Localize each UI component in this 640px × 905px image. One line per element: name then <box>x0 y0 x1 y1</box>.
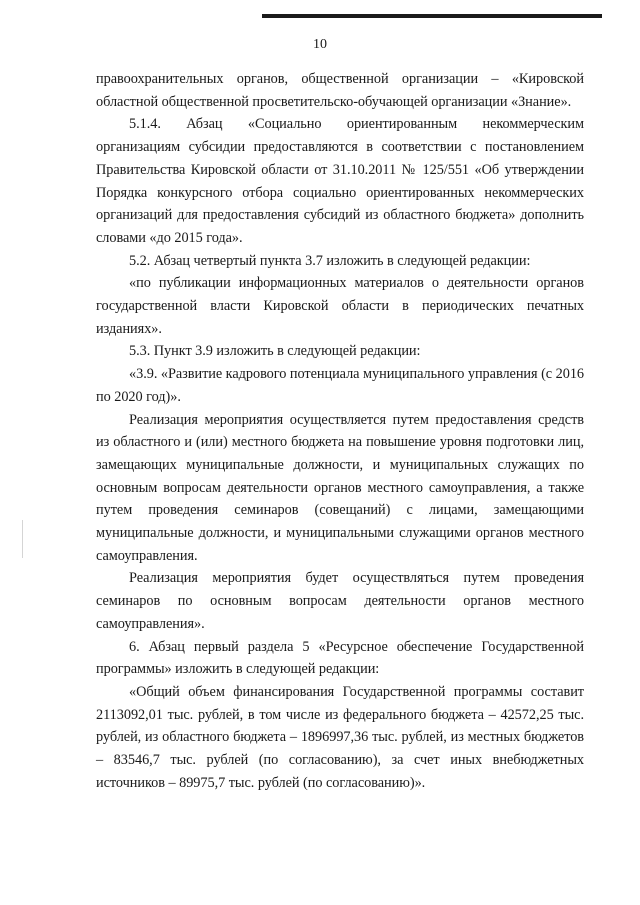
quote-financing: «Общий объем финансирования Государственной программы составит 2113092,01 тыс. рублей, в том числе из федерального бюджета – 42572,25 тыс. рублей, из областного бюджета – 1896997,36 тыс. рублей, из местных бюджетов – 83546,7 тыс. рублей (по согласованию), за счет иных внебюджетных источников – 89975,7 тыс. рублей (по согласованию)». <box>96 683 584 791</box>
page-number: 10 <box>313 37 327 52</box>
paragraph-5-1-4: 5.1.4. Абзац «Социально ориентированным некоммерческим организациям субсидии предоставляются в соответствии с постановлением Правительства Кировской области от 31.10.2011 № 125/551 «Об утверждении Порядка конкурсного отбора социально ориентированных некоммерческих организаций для предоставления субсидий из областного бюджета» дополнить словами «до 2015 года». <box>96 116 584 246</box>
paragraph-continuation: правоохранительных органов, общественной организации – «Кировской областной общественной просветительско-обучающей организации «Знание». <box>96 71 584 110</box>
quote-publication: «по публикации информационных материалов о деятельности органов государственной власти Кировской области в периодических печатных изданиях». <box>96 275 584 337</box>
paragraph-implementation-2: Реализация мероприятия будет осуществляться путем проведения семинаров по основным вопросам деятельности органов местного самоуправления». <box>96 570 584 632</box>
scan-margin-mark <box>22 520 23 558</box>
paragraph-5-3: 5.3. Пункт 3.9 изложить в следующей редакции: <box>129 343 421 360</box>
scan-artifact-bar <box>262 14 602 18</box>
paragraph-5-2: 5.2. Абзац четвертый пункта 3.7 изложить в следующей редакции: <box>129 252 531 269</box>
document-body <box>96 68 584 795</box>
paragraph-implementation-1: Реализация мероприятия осуществляется путем предоставления средств из областного и (или) местного бюджета на повышение уровня подготовки лиц, замещающих муниципальные должности, и муниципальных служащих по основным вопросам деятельности органов местного самоуправления, а также путем проведения семинаров (совещаний) с лицами, замещающими муниципальные должности, и муниципальными служащими органов местного самоуправления. <box>96 411 584 564</box>
quote-3-9-title: «3.9. «Развитие кадрового потенциала муниципального управления (с 2016 по 2020 год)». <box>96 366 585 405</box>
paragraph-6: 6. Абзац первый раздела 5 «Ресурсное обеспечение Государственной программы» изложить в следующей редакции: <box>96 638 584 678</box>
